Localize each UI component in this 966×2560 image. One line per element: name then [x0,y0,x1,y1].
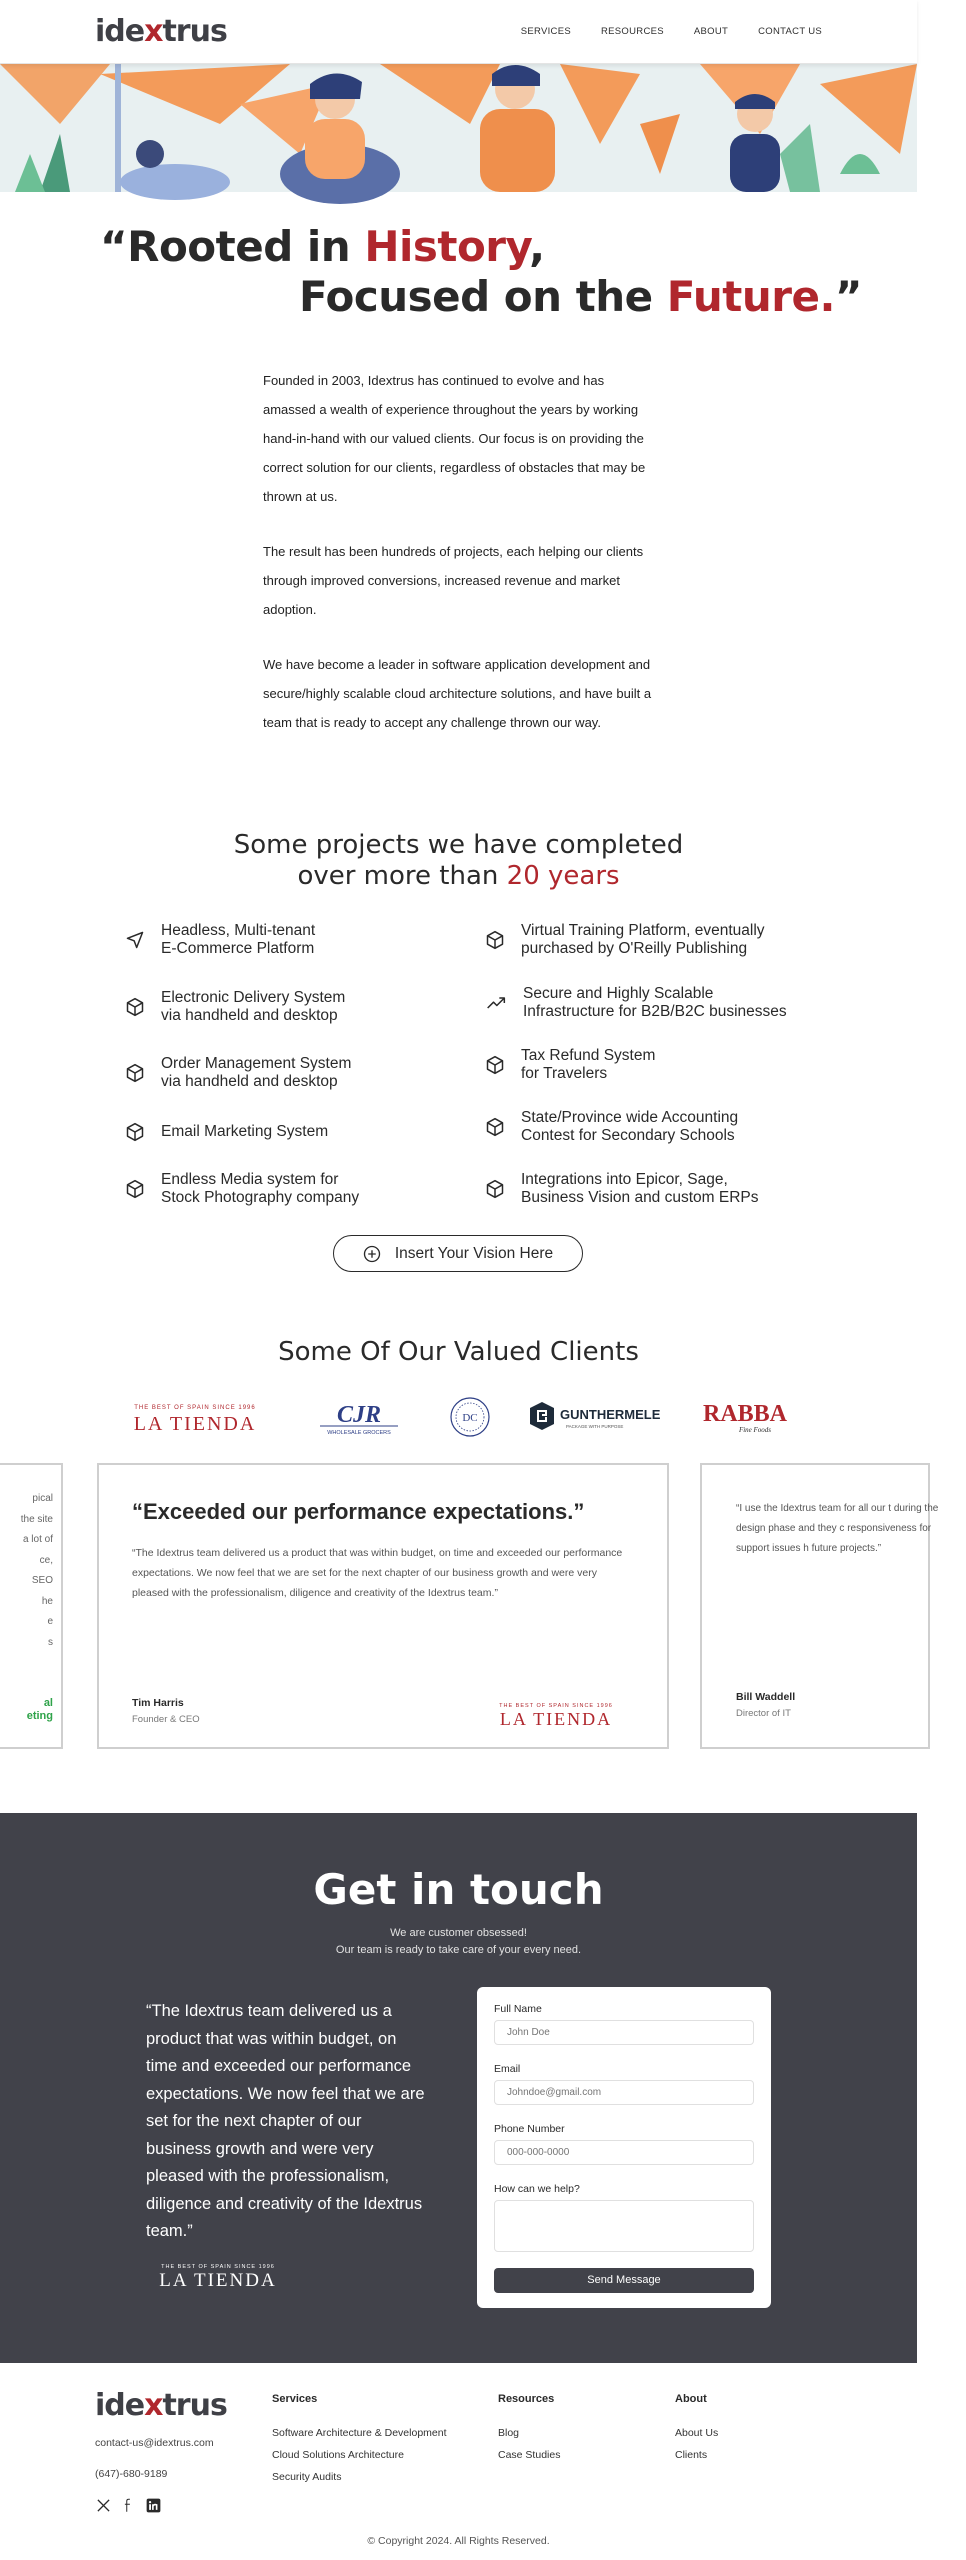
la-tienda-wordmark: LA TIENDA [133,1413,257,1435]
full-name-input[interactable] [494,2020,754,2045]
project-line: Contest for Secondary Schools [521,1127,735,1144]
box-icon [125,1063,145,1083]
box-icon [485,1179,505,1199]
project-label [161,989,345,1025]
celebration-illustration [0,64,917,192]
send-message-button[interactable]: Send Message [494,2268,754,2293]
project-line: Infrastructure for B2B/B2C businesses [523,1003,787,1020]
project-line: Tax Refund System [521,1047,656,1064]
project-item [125,1171,359,1207]
project-label [521,1109,738,1145]
intro-paragraph: We have become a leader in software application development and secure/highly scalable cloud architecture solutions, and have built a team that is ready to accept any challenge thrown our way. [263,657,652,730]
gunther-wordmark: GUNTHERMELE [560,1407,661,1422]
footer-services-title: Services [272,2393,318,2405]
trending-up-icon [485,993,507,1013]
help-textarea[interactable] [494,2200,754,2252]
project-line: Endless Media system for [161,1171,339,1188]
facebook-glyph [123,2498,133,2513]
headline-text: Focused on the [299,272,667,321]
footer-email-link[interactable]: contact-us@idextrus.com [95,2437,214,2449]
testimonial-card-next[interactable] [700,1463,939,1749]
la-tienda-tagline: THE BEST OF SPAIN SINCE 1996 [161,2264,275,2270]
project-line: Email Marketing System [161,1123,329,1140]
project-line: Order Management System [161,1055,352,1072]
navigation-icon [125,930,145,950]
linkedin-icon[interactable] [145,2497,161,2513]
x-twitter-glyph [96,2498,111,2513]
contact-subtitle-line: Our team is ready to take care of your every need. [335,1944,582,1956]
la-tienda-wordmark: LA TIENDA [499,1709,613,1729]
projects-title-line-1: Some projects we have completed [233,830,684,860]
project-line: via handheld and desktop [161,1007,338,1024]
main-nav [521,26,822,37]
testimonial-body: “The Idextrus team delivered us a product that was within budget, on time and exceeded our performance expectations. We now feel that we are set for the next chapter of our business growth and were very pleased with the professionalism, diligence and creativity of the Idextrus team.” [132,1547,623,1599]
footer-about-column [675,2393,718,2466]
project-item [485,1047,655,1083]
email-label: Email [494,2063,521,2075]
clients-title: Some Of Our Valued Clients [278,1337,639,1367]
facebook-icon[interactable] [121,2497,135,2513]
client-logo-cjr [314,1394,404,1440]
project-line: Stock Photography company [161,1189,360,1206]
project-line: purchased by O'Reilly Publishing [521,940,748,957]
headline-line-2 [299,272,862,321]
cjr-logo [314,1397,404,1437]
phone-label: Phone Number [494,2123,565,2135]
footer-link-case-studies[interactable]: Case Studies [498,2449,561,2461]
rabba-logo [695,1397,795,1437]
hero-illustration [0,64,917,192]
project-item [485,1171,759,1207]
project-label [161,1123,328,1141]
testimonial-role: Founder & CEO [132,1714,200,1725]
testimonial-text-fragment: s [48,1636,53,1648]
contact-section [0,1813,917,2363]
testimonial-next-role: Director of IT [736,1708,791,1719]
testimonial-card-previous[interactable] [0,1463,63,1749]
site-logo[interactable] [95,14,227,49]
project-label [523,985,787,1021]
testimonial-text-fragment: a lot of [22,1534,53,1545]
site-header [0,0,917,64]
project-label [521,1171,759,1207]
testimonial-previous-text [21,1489,53,1653]
contact-form [477,1987,771,2308]
footer-resources-title: Resources [498,2393,555,2405]
la-tienda-tagline: THE BEST OF SPAIN SINCE 1996 [499,1703,613,1709]
testimonial-author: Tim Harris [132,1697,184,1709]
plus-circle-icon [363,1245,381,1263]
contact-title: Get in touch [313,1865,604,1914]
testimonial-text-fragment: e [47,1616,53,1627]
project-line: for Travelers [521,1065,608,1082]
footer-phone-link[interactable]: (647)-680-9189 [95,2468,168,2480]
project-label [521,1047,655,1083]
cjr-tagline: WHOLESALE GROCERS [327,1430,391,1436]
project-item [125,989,345,1025]
project-label [161,922,315,958]
project-line: Business Vision and custom ERPs [521,1189,759,1206]
phone-input[interactable] [494,2140,754,2165]
help-label: How can we help? [494,2183,580,2195]
client-logo-rabba [695,1394,795,1440]
project-item [125,1122,328,1142]
contact-subtitle [0,1925,917,1959]
box-icon [125,1179,145,1199]
la-tienda-tagline: THE BEST OF SPAIN SINCE 1996 [134,1405,256,1411]
testimonial-brand-fragment: al [43,1697,53,1709]
headline-accent-history: History [364,222,530,271]
footer-link-clients[interactable]: Clients [675,2449,708,2461]
insert-vision-label: Insert Your Vision Here [394,1244,554,1262]
la-tienda-logo-white [146,2261,301,2291]
footer-link-about-us[interactable]: About Us [675,2427,719,2439]
la-tienda-logo [118,1397,273,1437]
gunther-logo [530,1397,660,1437]
testimonial-card-active[interactable] [97,1463,669,1749]
insert-vision-button[interactable] [333,1235,583,1272]
box-icon [485,1055,505,1075]
logo-text-end: trus [162,2388,227,2423]
box-icon [485,1117,505,1137]
client-logo-dc [447,1394,493,1440]
project-line: E-Commerce Platform [161,940,315,957]
testimonial-previous-brand [27,1697,53,1723]
project-item [485,922,765,958]
box-icon [485,930,505,950]
projects-title [0,830,917,892]
gunther-tagline: PACKAGE WITH PURPOSE [566,1424,624,1429]
project-item [125,922,315,958]
headline-text: “Rooted in [100,222,365,271]
nav-about[interactable]: ABOUT [693,26,729,37]
la-tienda-logo [484,1699,629,1729]
testimonial-text-fragment: SEO [31,1575,53,1586]
testimonial-text-fragment: the site [20,1513,53,1525]
project-line: Electronic Delivery System [161,989,346,1006]
project-line: Integrations into Epicor, Sage, [521,1171,728,1188]
copyright-notice: © Copyright 2024. All Rights Reserved. [367,2535,550,2547]
projects-title-text: over more than [297,861,507,891]
dc-seal-logo [449,1396,491,1438]
dc-wordmark: DC [462,1412,478,1424]
rabba-wordmark: RABBA [702,1401,788,1427]
footer-link-cloud-solutions[interactable]: Cloud Solutions Architecture [272,2449,404,2461]
project-item [125,1055,351,1091]
box-icon [125,997,145,1017]
project-line: via handheld and desktop [161,1073,338,1090]
footer-resources-column [498,2393,560,2466]
project-label [161,1171,359,1207]
logo-text-end: trus [162,14,227,49]
project-label [161,1055,351,1091]
rabba-tagline: Fine Foods [738,1426,772,1434]
intro-paragraph: Founded in 2003, Idextrus has continued to evolve and has amassed a wealth of experience throughout the years by working hand-in-hand with our valued clients. Our focus is on providing the correct solution for our clients, regardless of obstacles that may be thrown at us. [263,373,646,504]
project-item [485,985,787,1021]
footer-about-title: About [675,2393,707,2405]
nav-services[interactable]: SERVICES [520,26,571,37]
x-twitter-icon[interactable] [95,2497,111,2513]
projects-title-line-2 [0,861,917,892]
footer-logo[interactable] [95,2388,227,2423]
project-line: Secure and Highly Scalable [523,985,714,1002]
testimonial-text-fragment: he [41,1595,53,1607]
headline-line-1 [100,222,545,271]
testimonial-brand-fragment: eting [26,1710,53,1722]
client-logo-la-tienda [118,1394,273,1440]
nav-resources[interactable]: RESOURCES [601,26,664,37]
testimonial-next-body: “I use the Idextrus team for all our t during the design phase and they c responsiveness for support issues h future projects.” [736,1503,939,1554]
headline-text: , [529,222,545,271]
project-line: State/Province wide Accounting [521,1109,739,1126]
footer-link-security-audits[interactable]: Security Audits [272,2471,342,2483]
project-label [521,922,765,958]
la-tienda-wordmark: LA TIENDA [159,2270,277,2291]
testimonial-text-fragment: ce, [39,1554,53,1566]
projects-title-accent: 20 years [506,861,620,891]
project-line: Headless, Multi-tenant [161,922,316,939]
contact-subtitle-line: We are customer obsessed! [390,1927,527,1939]
project-line: Virtual Training Platform, eventually [521,922,765,939]
testimonial-text-fragment: pical [32,1493,53,1504]
contact-quote: “The Idextrus team delivered us a product that was within budget, on time and exceeded our performance expectations. We now feel that we are set for the next chapter of our business growth and were very pleased with the professionalism, diligence and creativity of the Idextrus team.” [146,2002,425,2240]
intro-text [263,366,658,763]
full-name-label: Full Name [494,2003,542,2015]
linkedin-glyph [146,2498,161,2513]
nav-contact-us[interactable]: CONTACT US [758,26,822,37]
footer-services-column [272,2393,447,2488]
client-logo-gunther [530,1394,660,1440]
footer-link-software-architecture[interactable]: Software Architecture & Development [272,2427,447,2439]
headline-text: ” [834,272,863,321]
footer-link-blog[interactable]: Blog [498,2427,520,2439]
box-icon [125,1122,145,1142]
logo-text-start: ide [95,2388,145,2423]
intro-paragraph: The result has been hundreds of projects, each helping our clients through improved conversions, increased revenue and market adoption. [263,544,644,617]
testimonial-next-author: Bill Waddell [736,1691,796,1703]
headline-accent-future: Future. [666,272,835,321]
logo-text-start: ide [95,14,145,49]
testimonial-title: “Exceeded our performance expectations.” [132,1499,585,1524]
project-item [485,1109,738,1145]
cjr-wordmark: CJR [336,1402,382,1428]
logo-text-x: x [144,14,163,49]
logo-text-x: x [144,2388,163,2423]
email-input[interactable] [494,2080,754,2105]
